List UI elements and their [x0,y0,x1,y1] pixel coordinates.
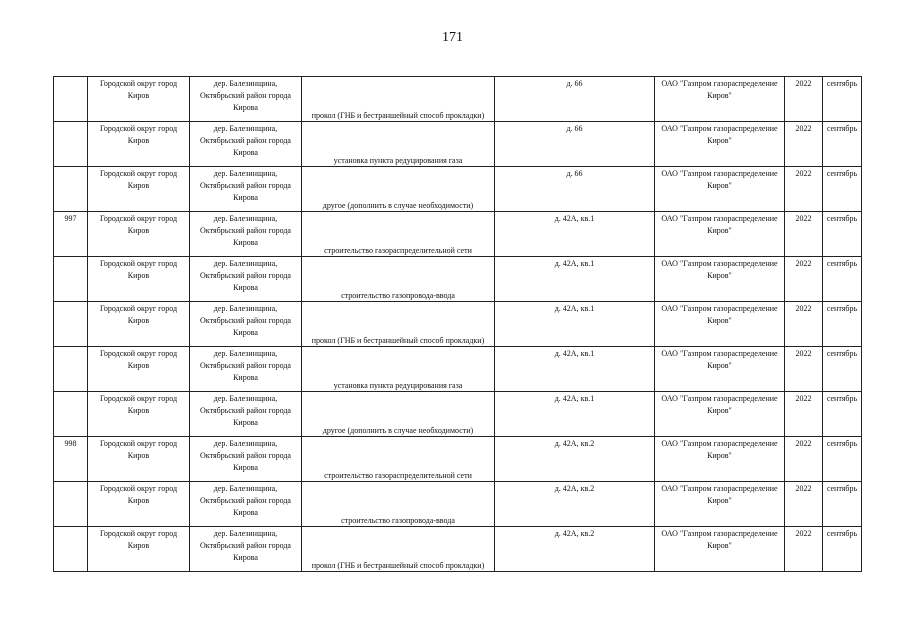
organization-cell-text: ОАО "Газпром газораспределение Киров" [661,484,778,505]
year-cell-text: 2022 [795,394,812,403]
row-number-cell [54,77,88,122]
year-cell [785,212,823,257]
organization-cell [655,482,785,527]
row-number-cell-text [54,527,87,528]
organization-cell [655,212,785,257]
address-cell [495,347,655,392]
year-cell-text: 2022 [795,529,812,538]
table-row [54,527,862,572]
organization-cell [655,527,785,572]
municipality-cell [88,257,190,302]
month-cell [823,392,862,437]
month-cell [823,122,862,167]
address-cell-text: д. 42А, кв.1 [554,394,595,403]
year-cell-text: 2022 [795,439,812,448]
address-cell [495,167,655,212]
year-cell-text: 2022 [795,79,812,88]
year-cell [785,482,823,527]
address-cell-text: д. 66 [566,124,583,133]
year-cell [785,527,823,572]
table-row [54,257,862,302]
address-cell [495,392,655,437]
table-row [54,437,862,482]
locality-cell [190,212,302,257]
work-type-cell [302,527,495,572]
row-number-cell [54,212,88,257]
month-cell-text: сентябрь [826,349,858,358]
locality-cell-text: дер. Балезинщина, Октябрьский район города Кирова [200,124,291,157]
month-cell [823,167,862,212]
page-number: 171 [442,30,463,45]
year-cell [785,167,823,212]
locality-cell [190,302,302,347]
address-cell [495,122,655,167]
month-cell [823,347,862,392]
year-cell-text: 2022 [795,259,812,268]
row-number-cell-text [54,122,87,123]
year-cell-text: 2022 [795,169,812,178]
organization-cell-text: ОАО "Газпром газораспределение Киров" [661,439,778,460]
address-cell-text: д. 42А, кв.1 [554,214,595,223]
row-number-cell [54,347,88,392]
municipality-cell-text: Городской округ город Киров [99,169,178,190]
locality-cell [190,437,302,482]
row-number-cell-text [54,302,87,303]
municipality-cell-text: Городской округ город Киров [99,124,178,145]
municipality-cell-text: Городской округ город Киров [99,394,178,415]
municipality-cell [88,122,190,167]
month-cell-text: сентябрь [826,124,858,133]
work-schedule-table [53,76,862,572]
table-row [54,122,862,167]
month-cell-text: сентябрь [826,214,858,223]
work-type-cell-text: строительство газораспределительной сети [324,246,472,255]
organization-cell [655,122,785,167]
locality-cell-text: дер. Балезинщина, Октябрьский район города Кирова [200,349,291,382]
locality-cell-text: дер. Балезинщина, Октябрьский район города Кирова [200,529,291,562]
organization-cell-text: ОАО "Газпром газораспределение Киров" [661,79,778,100]
address-cell [495,257,655,302]
municipality-cell [88,392,190,437]
year-cell [785,437,823,482]
locality-cell-text: дер. Балезинщина, Октябрьский район города Кирова [200,439,291,472]
municipality-cell [88,167,190,212]
locality-cell [190,527,302,572]
locality-cell [190,257,302,302]
locality-cell-text: дер. Балезинщина, Октябрьский район города Кирова [200,304,291,337]
organization-cell [655,167,785,212]
month-cell [823,77,862,122]
month-cell [823,527,862,572]
work-type-cell-text: прокол (ГНБ и бестраншейный способ прокладки) [311,561,485,570]
row-number-cell [54,437,88,482]
year-cell-text: 2022 [795,484,812,493]
month-cell-text: сентябрь [826,529,858,538]
organization-cell [655,302,785,347]
month-cell-text: сентябрь [826,304,858,313]
table-row [54,392,862,437]
year-cell [785,77,823,122]
year-cell-text: 2022 [795,124,812,133]
municipality-cell [88,347,190,392]
year-cell [785,302,823,347]
municipality-cell-text: Городской округ город Киров [99,259,178,280]
work-type-cell-text: другое (дополнить в случае необходимости) [322,426,474,435]
organization-cell-text: ОАО "Газпром газораспределение Киров" [661,259,778,280]
row-number-cell [54,482,88,527]
work-type-cell-text: другое (дополнить в случае необходимости) [322,201,474,210]
row-number-cell-text [54,392,87,393]
work-type-cell [302,122,495,167]
work-type-cell [302,257,495,302]
table-row [54,302,862,347]
month-cell-text: сентябрь [826,439,858,448]
row-number-cell-text: 997 [64,214,77,223]
month-cell [823,437,862,482]
municipality-cell [88,212,190,257]
address-cell-text: д. 42А, кв.1 [554,304,595,313]
locality-cell [190,167,302,212]
organization-cell-text: ОАО "Газпром газораспределение Киров" [661,529,778,550]
month-cell [823,212,862,257]
row-number-cell-text: 998 [64,439,77,448]
address-cell-text: д. 66 [566,169,583,178]
address-cell-text: д. 42А, кв.2 [554,439,595,448]
table-row [54,212,862,257]
locality-cell [190,482,302,527]
address-cell [495,482,655,527]
locality-cell-text: дер. Балезинщина, Октябрьский район города Кирова [200,214,291,247]
address-cell-text: д. 66 [566,79,583,88]
address-cell [495,527,655,572]
locality-cell-text: дер. Балезинщина, Октябрьский район города Кирова [200,259,291,292]
locality-cell [190,77,302,122]
work-type-cell [302,482,495,527]
municipality-cell-text: Городской округ город Киров [99,349,178,370]
year-cell [785,122,823,167]
work-type-cell [302,212,495,257]
municipality-cell-text: Городской округ город Киров [99,439,178,460]
row-number-cell-text [54,257,87,258]
organization-cell-text: ОАО "Газпром газораспределение Киров" [661,394,778,415]
organization-cell-text: ОАО "Газпром газораспределение Киров" [661,124,778,145]
row-number-cell-text [54,482,87,483]
year-cell [785,347,823,392]
organization-cell [655,257,785,302]
row-number-cell [54,257,88,302]
row-number-cell-text [54,77,87,78]
month-cell-text: сентябрь [826,394,858,403]
address-cell [495,437,655,482]
locality-cell-text: дер. Балезинщина, Октябрьский район города Кирова [200,169,291,202]
year-cell-text: 2022 [795,214,812,223]
organization-cell-text: ОАО "Газпром газораспределение Киров" [661,214,778,235]
municipality-cell [88,527,190,572]
address-cell [495,77,655,122]
table-body [54,77,862,572]
work-type-cell [302,347,495,392]
municipality-cell-text: Городской округ город Киров [99,484,178,505]
organization-cell-text: ОАО "Газпром газораспределение Киров" [661,304,778,325]
organization-cell [655,347,785,392]
work-type-cell-text: строительство газораспределительной сети [324,471,472,480]
month-cell [823,302,862,347]
year-cell-text: 2022 [795,304,812,313]
row-number-cell-text [54,167,87,168]
locality-cell-text: дер. Балезинщина, Октябрьский район города Кирова [200,394,291,427]
row-number-cell [54,527,88,572]
month-cell-text: сентябрь [826,484,858,493]
work-type-cell-text: строительство газопровода-ввода [341,516,455,525]
municipality-cell [88,302,190,347]
organization-cell [655,437,785,482]
work-type-cell-text: установка пункта редуцирования газа [333,381,463,390]
organization-cell-text: ОАО "Газпром газораспределение Киров" [661,169,778,190]
month-cell-text: сентябрь [826,259,858,268]
organization-cell-text: ОАО "Газпром газораспределение Киров" [661,349,778,370]
address-cell [495,212,655,257]
month-cell [823,482,862,527]
work-type-cell [302,302,495,347]
organization-cell [655,77,785,122]
municipality-cell [88,482,190,527]
municipality-cell-text: Городской округ город Киров [99,304,178,325]
table-row [54,77,862,122]
municipality-cell [88,437,190,482]
organization-cell [655,392,785,437]
locality-cell [190,347,302,392]
locality-cell [190,122,302,167]
table-row [54,347,862,392]
work-type-cell-text: установка пункта редуцирования газа [333,156,463,165]
locality-cell-text: дер. Балезинщина, Октябрьский район города Кирова [200,484,291,517]
address-cell-text: д. 42А, кв.2 [554,529,595,538]
month-cell-text: сентябрь [826,169,858,178]
row-number-cell [54,122,88,167]
address-cell-text: д. 42А, кв.2 [554,484,595,493]
municipality-cell-text: Городской округ город Киров [99,214,178,235]
table-row [54,482,862,527]
work-type-cell [302,77,495,122]
address-cell [495,302,655,347]
year-cell [785,257,823,302]
work-type-cell-text: строительство газопровода-ввода [341,291,455,300]
work-type-cell [302,392,495,437]
month-cell [823,257,862,302]
address-cell-text: д. 42А, кв.1 [554,259,595,268]
row-number-cell [54,392,88,437]
municipality-cell [88,77,190,122]
work-type-cell-text: прокол (ГНБ и бестраншейный способ прокладки) [311,336,485,345]
municipality-cell-text: Городской округ город Киров [99,529,178,550]
row-number-cell [54,167,88,212]
work-type-cell [302,437,495,482]
locality-cell-text: дер. Балезинщина, Октябрьский район города Кирова [200,79,291,112]
address-cell-text: д. 42А, кв.1 [554,349,595,358]
work-type-cell [302,167,495,212]
table-row [54,167,862,212]
year-cell [785,392,823,437]
row-number-cell [54,302,88,347]
municipality-cell-text: Городской округ город Киров [99,79,178,100]
locality-cell [190,392,302,437]
month-cell-text: сентябрь [826,79,858,88]
work-type-cell-text: прокол (ГНБ и бестраншейный способ прокладки) [311,111,485,120]
row-number-cell-text [54,347,87,348]
year-cell-text: 2022 [795,349,812,358]
